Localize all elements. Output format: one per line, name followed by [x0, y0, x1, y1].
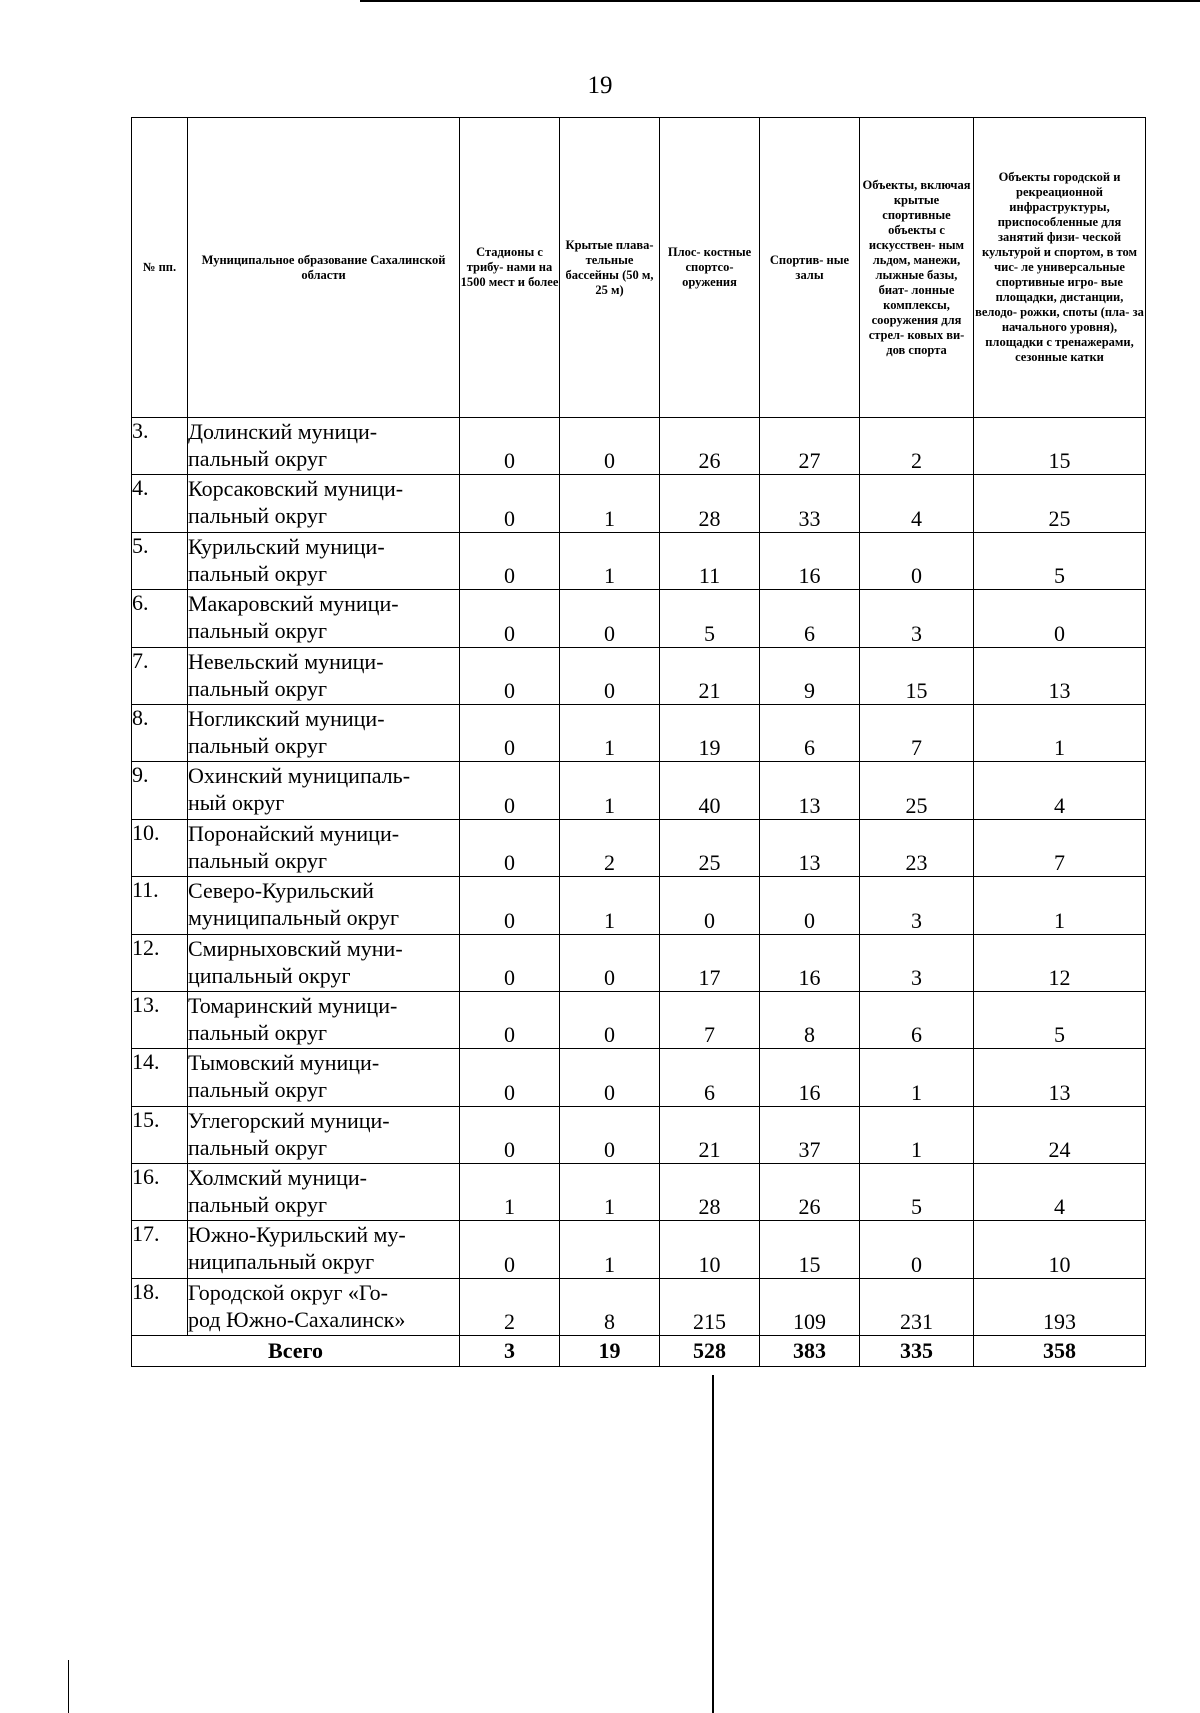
table-row — [132, 819, 1146, 876]
table-row — [132, 590, 1146, 647]
municipality-name — [188, 647, 460, 704]
municipality-name-line2: пальный округ — [188, 560, 327, 586]
value-pools: 8 — [560, 1278, 660, 1335]
municipality-name — [188, 1049, 460, 1106]
value-pools: 0 — [560, 418, 660, 475]
value-objects: 1 — [860, 1049, 974, 1106]
value-objects: 0 — [860, 1221, 974, 1278]
municipality-name-line1: Томаринский муници- — [188, 992, 398, 1018]
value-pools: 1 — [560, 475, 660, 532]
municipality-name-line1: Корсаковский муници- — [188, 476, 404, 502]
value-stadiums: 0 — [460, 934, 560, 991]
municipality-name-line1: Холмский муници- — [188, 1165, 367, 1191]
value-stadiums: 0 — [460, 647, 560, 704]
value-halls: 15 — [760, 1221, 860, 1278]
row-number: 10. — [132, 819, 188, 876]
col-header-objects: Объекты, включая крытые спортивные объекты с искусствен- ным льдом, манежи, лыжные базы, биат- лонные комплексы, сооружения для стрел- ковых ви- дов спорта — [860, 118, 974, 418]
value-halls: 6 — [760, 704, 860, 761]
municipality-name-line2: пальный округ — [188, 503, 327, 529]
municipality-name-line1: Ногликский муници- — [188, 705, 385, 731]
table-row — [132, 704, 1146, 761]
value-flat: 7 — [660, 991, 760, 1048]
municipality-name-line1: Макаровский муници- — [188, 591, 399, 617]
value-objects: 5 — [860, 1164, 974, 1221]
municipality-name — [188, 819, 460, 876]
total-label: Всего — [132, 1336, 460, 1367]
value-flat: 28 — [660, 475, 760, 532]
municipality-name-line1: Северо-Курильский — [188, 878, 374, 904]
municipality-name-line1: Южно-Курильский му- — [188, 1222, 406, 1248]
value-stadiums: 0 — [460, 1106, 560, 1163]
value-halls: 6 — [760, 590, 860, 647]
municipality-name — [188, 934, 460, 991]
table-row — [132, 418, 1146, 475]
value-halls: 26 — [760, 1164, 860, 1221]
table-row — [132, 532, 1146, 589]
municipality-name — [188, 1221, 460, 1278]
value-objects: 23 — [860, 819, 974, 876]
value-flat: 26 — [660, 418, 760, 475]
col-header-stadiums: Стадионы с трибу- нами на 1500 мест и более — [460, 118, 560, 418]
value-pools: 1 — [560, 704, 660, 761]
municipality-name-line2: пальный округ — [188, 1192, 327, 1218]
table-row — [132, 1049, 1146, 1106]
row-number: 5. — [132, 532, 188, 589]
value-stadiums: 0 — [460, 819, 560, 876]
total-row — [132, 1336, 1146, 1367]
value-pools: 1 — [560, 1164, 660, 1221]
value-pools: 0 — [560, 647, 660, 704]
total-pools: 19 — [560, 1336, 660, 1367]
value-stadiums: 0 — [460, 1221, 560, 1278]
value-infra: 24 — [974, 1106, 1146, 1163]
row-number: 13. — [132, 991, 188, 1048]
municipality-name-line2: пальный округ — [188, 1077, 327, 1103]
value-halls: 37 — [760, 1106, 860, 1163]
value-infra: 4 — [974, 762, 1146, 819]
municipality-name — [188, 762, 460, 819]
page-number: 19 — [587, 72, 613, 99]
municipality-name-line2: пальный округ — [188, 1134, 327, 1160]
value-infra: 13 — [974, 647, 1146, 704]
value-halls: 16 — [760, 934, 860, 991]
value-pools: 0 — [560, 1049, 660, 1106]
value-objects: 231 — [860, 1278, 974, 1335]
municipality-name-line1: Смирныховский муни- — [188, 935, 403, 961]
value-stadiums: 0 — [460, 704, 560, 761]
value-halls: 16 — [760, 532, 860, 589]
value-objects: 3 — [860, 934, 974, 991]
table-row — [132, 1106, 1146, 1163]
value-stadiums: 0 — [460, 762, 560, 819]
value-flat: 0 — [660, 877, 760, 934]
value-infra: 1 — [974, 704, 1146, 761]
row-number: 6. — [132, 590, 188, 647]
value-infra: 0 — [974, 590, 1146, 647]
municipality-name-line2: пальный округ — [188, 675, 327, 701]
row-number: 3. — [132, 418, 188, 475]
row-number: 4. — [132, 475, 188, 532]
value-objects: 0 — [860, 532, 974, 589]
value-flat: 10 — [660, 1221, 760, 1278]
value-objects: 25 — [860, 762, 974, 819]
row-number: 16. — [132, 1164, 188, 1221]
municipality-name-line1: Тымовский муници- — [188, 1050, 380, 1076]
row-number: 18. — [132, 1278, 188, 1335]
value-halls: 27 — [760, 418, 860, 475]
value-objects: 4 — [860, 475, 974, 532]
value-pools: 0 — [560, 934, 660, 991]
value-flat: 17 — [660, 934, 760, 991]
municipality-name-line2: пальный округ — [188, 847, 327, 873]
value-infra: 25 — [974, 475, 1146, 532]
municipality-name-line1: Городской округ «Го- — [188, 1279, 388, 1305]
scan-artifact-line — [712, 1375, 714, 1713]
municipality-name-line2: муниципальный округ — [188, 905, 400, 931]
value-halls: 13 — [760, 762, 860, 819]
municipality-name-line1: Долинский муници- — [188, 419, 378, 444]
value-objects: 6 — [860, 991, 974, 1048]
value-flat: 21 — [660, 647, 760, 704]
municipality-name-line2: пальный округ — [188, 446, 327, 471]
municipality-name-line2: род Южно-Сахалинск» — [188, 1306, 406, 1332]
value-stadiums: 0 — [460, 532, 560, 589]
table-row — [132, 1164, 1146, 1221]
sports-facilities-table — [131, 117, 1146, 1367]
value-objects: 1 — [860, 1106, 974, 1163]
municipality-name — [188, 418, 460, 475]
municipality-name — [188, 991, 460, 1048]
row-number: 7. — [132, 647, 188, 704]
value-flat: 11 — [660, 532, 760, 589]
value-halls: 16 — [760, 1049, 860, 1106]
value-pools: 1 — [560, 762, 660, 819]
row-number: 9. — [132, 762, 188, 819]
value-stadiums: 0 — [460, 418, 560, 475]
municipality-name-line2: ный округ — [188, 790, 285, 816]
municipality-name — [188, 1164, 460, 1221]
value-halls: 0 — [760, 877, 860, 934]
col-header-sports-halls: Спортив- ные залы — [760, 118, 860, 418]
table-row — [132, 877, 1146, 934]
municipality-name-line1: Невельский муници- — [188, 648, 384, 674]
value-flat: 21 — [660, 1106, 760, 1163]
municipality-name-line1: Поронайский муници- — [188, 820, 400, 846]
value-stadiums: 0 — [460, 877, 560, 934]
table-row — [132, 991, 1146, 1048]
value-flat: 40 — [660, 762, 760, 819]
col-header-urban-infrastructure: Объекты городской и рекреационной инфраструктуры, приспособленные для занятий физи- ческой культурой и спортом, в том чис- ле универсальные спортивные игро- вые площадки, дистанции, велодо- рожки, споты (пла- за начального уровня), площадки с тренажерами, сезонные катки — [974, 118, 1146, 418]
table-row — [132, 934, 1146, 991]
table-row — [132, 762, 1146, 819]
value-halls: 8 — [760, 991, 860, 1048]
total-flat: 528 — [660, 1336, 760, 1367]
table-row — [132, 1221, 1146, 1278]
value-infra: 13 — [974, 1049, 1146, 1106]
value-halls: 9 — [760, 647, 860, 704]
value-infra: 10 — [974, 1221, 1146, 1278]
value-flat: 6 — [660, 1049, 760, 1106]
table-row — [132, 647, 1146, 704]
value-pools: 0 — [560, 991, 660, 1048]
value-objects: 7 — [860, 704, 974, 761]
value-infra: 4 — [974, 1164, 1146, 1221]
col-header-pools: Крытые плава- тельные бассейны (50 м, 25 м) — [560, 118, 660, 418]
value-pools: 1 — [560, 532, 660, 589]
row-number: 17. — [132, 1221, 188, 1278]
value-stadiums: 0 — [460, 590, 560, 647]
col-header-flat-facilities: Плос- костные спортсо- оружения — [660, 118, 760, 418]
row-number: 15. — [132, 1106, 188, 1163]
value-infra: 1 — [974, 877, 1146, 934]
row-number: 14. — [132, 1049, 188, 1106]
table-row — [132, 475, 1146, 532]
value-stadiums: 1 — [460, 1164, 560, 1221]
value-objects: 3 — [860, 590, 974, 647]
value-objects: 3 — [860, 877, 974, 934]
municipality-name — [188, 704, 460, 761]
municipality-name-line1: Охинский муниципаль- — [188, 763, 411, 789]
value-halls: 109 — [760, 1278, 860, 1335]
value-infra: 5 — [974, 991, 1146, 1048]
value-flat: 28 — [660, 1164, 760, 1221]
municipality-name — [188, 590, 460, 647]
value-stadiums: 0 — [460, 991, 560, 1048]
municipality-name-line2: ципальный округ — [188, 962, 351, 988]
value-objects: 15 — [860, 647, 974, 704]
row-number: 8. — [132, 704, 188, 761]
scan-edge-line — [360, 0, 1200, 2]
value-stadiums: 2 — [460, 1278, 560, 1335]
municipality-name — [188, 532, 460, 589]
row-number: 12. — [132, 934, 188, 991]
value-halls: 33 — [760, 475, 860, 532]
scan-margin-mark — [68, 1660, 69, 1713]
value-stadiums: 0 — [460, 475, 560, 532]
value-flat: 5 — [660, 590, 760, 647]
col-header-num: № пп. — [132, 118, 188, 418]
municipality-name-line2: ниципальный округ — [188, 1249, 375, 1275]
total-objects: 335 — [860, 1336, 974, 1367]
municipality-name — [188, 1278, 460, 1335]
value-pools: 0 — [560, 590, 660, 647]
municipality-name — [188, 475, 460, 532]
value-pools: 1 — [560, 877, 660, 934]
total-infra: 358 — [974, 1336, 1146, 1367]
table-header-row — [132, 118, 1146, 418]
municipality-name-line1: Углегорский муници- — [188, 1107, 390, 1133]
total-stadiums: 3 — [460, 1336, 560, 1367]
value-pools: 1 — [560, 1221, 660, 1278]
value-infra: 7 — [974, 819, 1146, 876]
value-stadiums: 0 — [460, 1049, 560, 1106]
col-header-municipality: Муниципальное образование Сахалинской области — [188, 118, 460, 418]
value-infra: 193 — [974, 1278, 1146, 1335]
value-flat: 215 — [660, 1278, 760, 1335]
municipality-name-line1: Курильский муници- — [188, 533, 385, 559]
value-halls: 13 — [760, 819, 860, 876]
municipality-name-line2: пальный округ — [188, 732, 327, 758]
value-pools: 0 — [560, 1106, 660, 1163]
value-infra: 12 — [974, 934, 1146, 991]
table-row — [132, 1278, 1146, 1335]
value-infra: 15 — [974, 418, 1146, 475]
value-flat: 25 — [660, 819, 760, 876]
municipality-name — [188, 1106, 460, 1163]
row-number: 11. — [132, 877, 188, 934]
value-flat: 19 — [660, 704, 760, 761]
municipality-name — [188, 877, 460, 934]
total-halls: 383 — [760, 1336, 860, 1367]
value-pools: 2 — [560, 819, 660, 876]
value-objects: 2 — [860, 418, 974, 475]
municipality-name-line2: пальный округ — [188, 1019, 327, 1045]
value-infra: 5 — [974, 532, 1146, 589]
municipality-name-line2: пальный округ — [188, 618, 327, 644]
